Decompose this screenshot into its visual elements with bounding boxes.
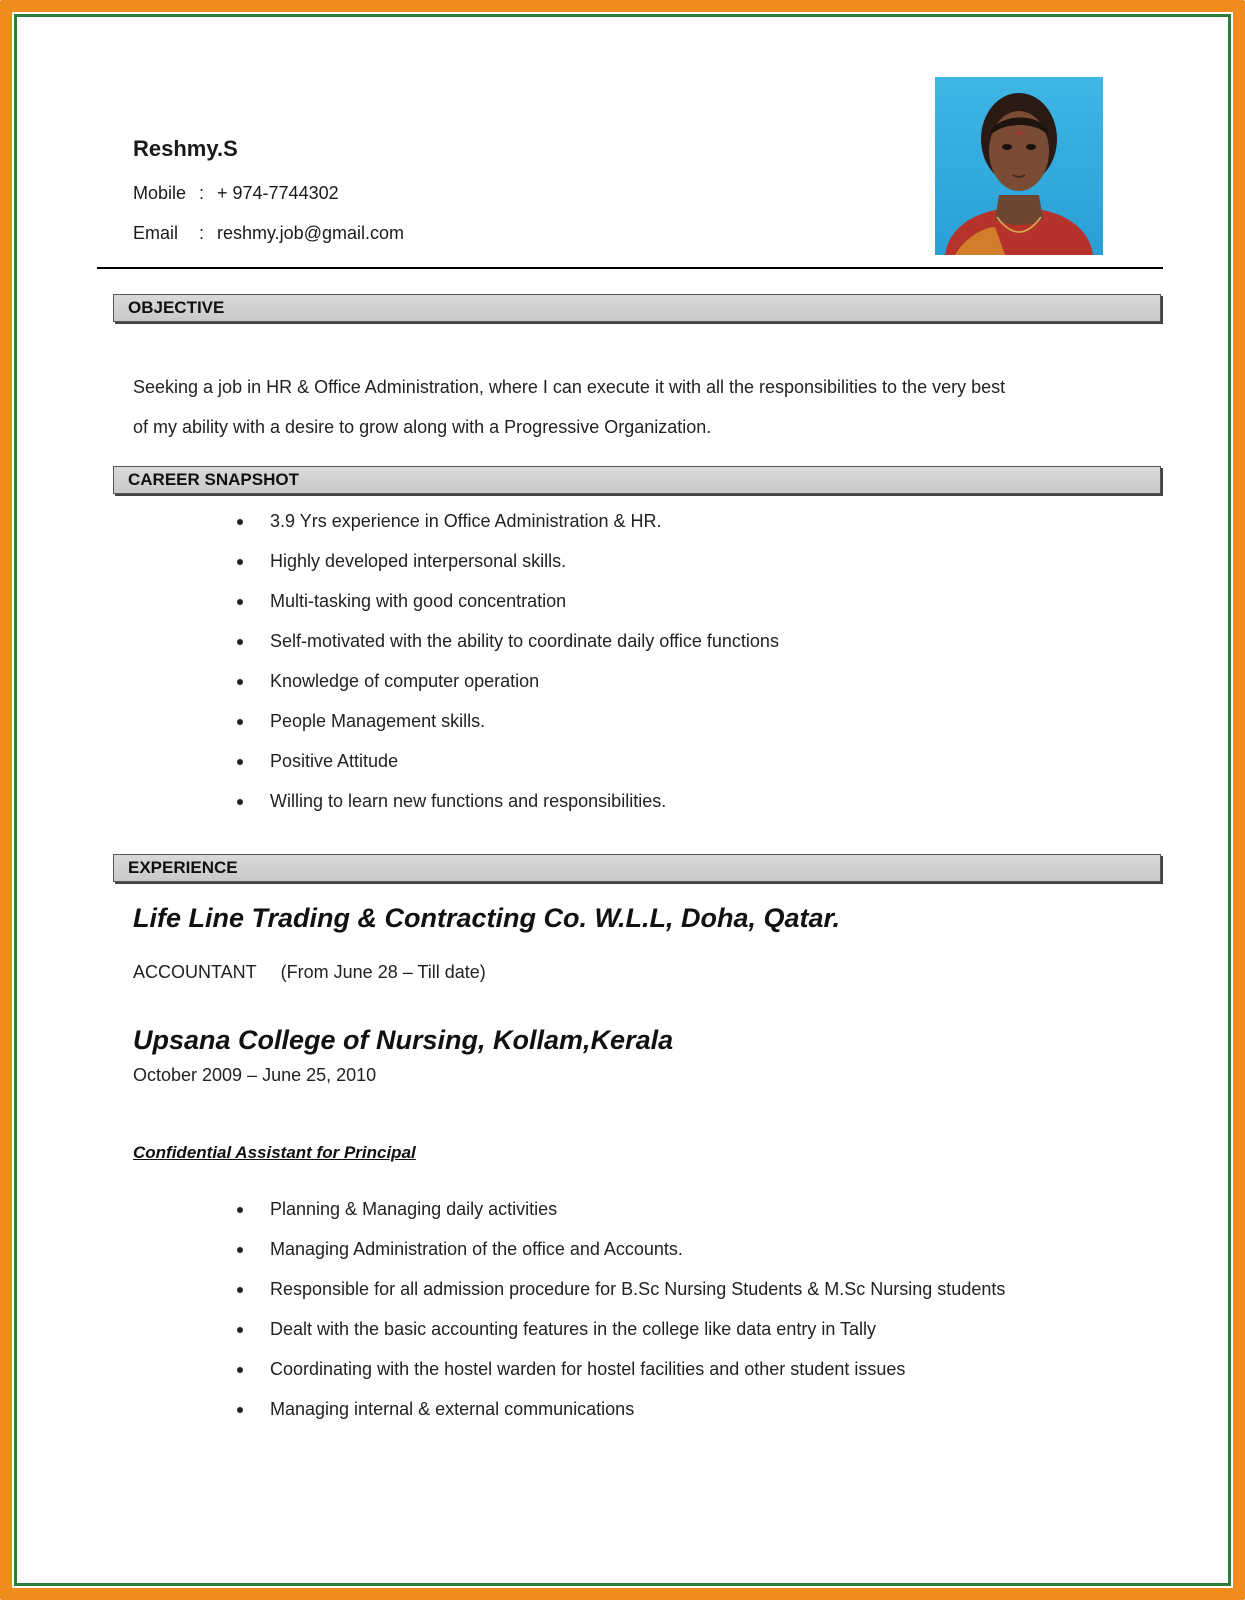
company-name-2: Upsana College of Nursing, Kollam,Kerala xyxy=(133,1025,674,1055)
resume-page: Reshmy.S Mobile : + 974-7744302 Email : reshmy.job@gmail.com OBJECTIVE Seeking a job in HR & Office Administration, where I can execute it with all the responsibilities to the very best of my ability with a desire to grow along with a Progressive Organization. CAREER SNAPSHOT 3.9 Yrs experience in Office Administration & HR. Highly developed interpersonal skills. Multi-tasking with good concentration Self-motivated with the ability to coordinate daily office functions Knowledge of computer operation People Management skills. Positive Attitude Willing to learn new functions and responsibilities. EXPERIENCE Life Line Trading & Contracting Co. W.L.L, Doha, Qatar. ACCOUNTANT (From June 28 – Till date) Upsana College of Nursing, Kollam,Kerala October 2009 – June 25, 2010 Confidential Assistant for Principal Planning & Managing daily activities Managing Administration of the office and Accounts. Responsible for all admission procedure for B.Sc Nursing Students & M.Sc Nursing students Dealt with the basic accounting features in the college like data entry in Tally Coordinating with the hostel warden for hostel facilities and other student issues Managing internal & external communications xyxy=(17,17,1228,1583)
section-career-snapshot-header xyxy=(113,466,1161,494)
section-experience-title: EXPERIENCE xyxy=(128,858,238,877)
email-value: reshmy.job@gmail.com xyxy=(217,223,404,243)
bullet-icon xyxy=(237,599,243,605)
job1-role: ACCOUNTANT xyxy=(133,962,257,982)
mobile-label: Mobile xyxy=(133,183,187,203)
bullet-icon xyxy=(237,799,243,805)
bullet-icon xyxy=(237,1327,243,1333)
header-divider xyxy=(97,267,1163,269)
objective-text-line-1: Seeking a job in HR & Office Administration, where I can execute it with all the responsibilities to the very best xyxy=(133,377,1006,397)
mobile-value: + 974-7744302 xyxy=(217,183,339,203)
email-separator: : xyxy=(199,223,205,243)
bullet-icon xyxy=(237,1247,243,1253)
job1-period: (From June 28 – Till date) xyxy=(280,962,486,982)
bullet-icon xyxy=(237,519,243,525)
section-objective-header xyxy=(113,294,1161,322)
bullet-icon xyxy=(237,1407,243,1413)
bullet-icon xyxy=(237,759,243,765)
job2-period: October 2009 – June 25, 2010 xyxy=(133,1065,377,1085)
bullet-icon xyxy=(237,1287,243,1293)
bullet-icon xyxy=(237,719,243,725)
bullet-icon xyxy=(237,559,243,565)
company-name-1: Life Line Trading & Contracting Co. W.L.L, Doha, Qatar. xyxy=(133,903,841,933)
section-career-snapshot-title: CAREER SNAPSHOT xyxy=(128,470,299,489)
job2-title: Confidential Assistant for Principal xyxy=(133,1143,416,1162)
candidate-name: Reshmy.S xyxy=(133,136,238,161)
section-objective-title: OBJECTIVE xyxy=(128,298,225,317)
bullet-icon xyxy=(237,639,243,645)
bullet-icon xyxy=(237,1367,243,1373)
mobile-separator: : xyxy=(199,183,205,203)
mobile-line xyxy=(133,183,339,204)
job1-role-line xyxy=(133,962,486,983)
bullet-icon xyxy=(237,679,243,685)
section-experience-header xyxy=(113,854,1161,882)
objective-text-line-2: of my ability with a desire to grow along with a Progressive Organization. xyxy=(133,417,712,437)
email-label: Email xyxy=(133,223,179,243)
profile-photo xyxy=(935,77,1103,255)
email-line xyxy=(133,223,404,244)
bullet-icon xyxy=(237,1207,243,1213)
